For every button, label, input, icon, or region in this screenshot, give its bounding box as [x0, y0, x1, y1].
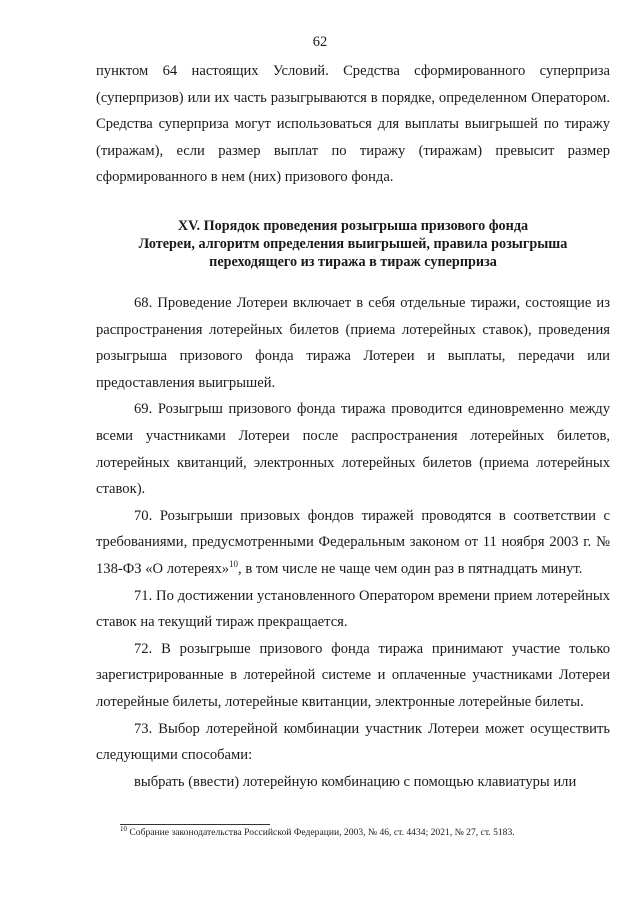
footnote — [120, 824, 620, 839]
intro-paragraph: пунктом 64 настоящих Условий. Средства сформированного суперприза (суперпризов) или их часть разыгрываются в порядке, определенном Оператором. Средства суперприза могут использоваться для выплаты выигрышей по тиражу (тиражам), если размер выплат по тиражу (тиражам) превысит размер сформированного в нем (них) призового фонда. — [96, 63, 610, 186]
paragraph-70-text: 70. Розыгрыши призовых фондов тиражей проводятся в соответствии с требованиями, предусмотренными Федеральным законом от 11 ноября 2003 г. № 138-ФЗ «О лотереях» — [96, 507, 610, 577]
section-heading-line: переходящего из тиража в тираж суперприза — [209, 254, 497, 270]
footnote-divider — [120, 824, 270, 825]
intro-block — [96, 58, 610, 191]
paragraph-69: 69. Розыгрыш призового фонда тиража проводится единовременно между всеми участниками Лотереи после распространения лотерейных билетов, лотерейных квитанций, электронных лотерейных билетов (приема лотерейных ставок). — [96, 401, 610, 498]
paragraph-70 — [96, 503, 610, 583]
paragraph-71: 71. По достижении установленного Оператором времени прием лотерейных ставок на текущий тираж прекращается. — [96, 587, 610, 631]
footnote-text: Собрание законодательства Российской Федерации, 2003, № 46, ст. 4434; 2021, № 27, ст. 5183. — [127, 827, 515, 838]
footnote-marker: 10 — [120, 824, 127, 833]
footnote-reference[interactable]: 10 — [229, 559, 239, 570]
paragraph-72: 72. В розыгрыше призового фонда тиража принимают участие только зарегистрированные в лотерейной системе и оплаченные участниками Лотереи лотерейные билеты, лотерейные квитанции, электронные лотерейные билеты. — [96, 640, 610, 710]
section-body — [96, 290, 610, 795]
paragraph-70-text-tail: , в том числе не чаще чем один раз в пятнадцать минут. — [238, 560, 583, 577]
section-heading — [96, 217, 610, 271]
paragraph-68: 68. Проведение Лотереи включает в себя отдельные тиражи, состоящие из распространения лотерейных билетов (приема лотерейных ставок), проведения розыгрыша призового фонда тиража Лотереи и выплаты, передачи или предоставления выигрышей. — [96, 295, 610, 391]
section-heading-line: Лотереи, алгоритм определения выигрышей, правила розыгрыша — [138, 236, 568, 252]
page-number: 62 — [312, 34, 328, 50]
paragraph-73-option: выбрать (ввести) лотерейную комбинацию с помощью клавиатуры или — [134, 773, 577, 790]
paragraph-73: 73. Выбор лотерейной комбинации участник Лотереи может осуществить следующими способами: — [96, 720, 610, 764]
section-heading-line: XV. Порядок проведения розыгрыша призового фонда — [177, 218, 529, 234]
